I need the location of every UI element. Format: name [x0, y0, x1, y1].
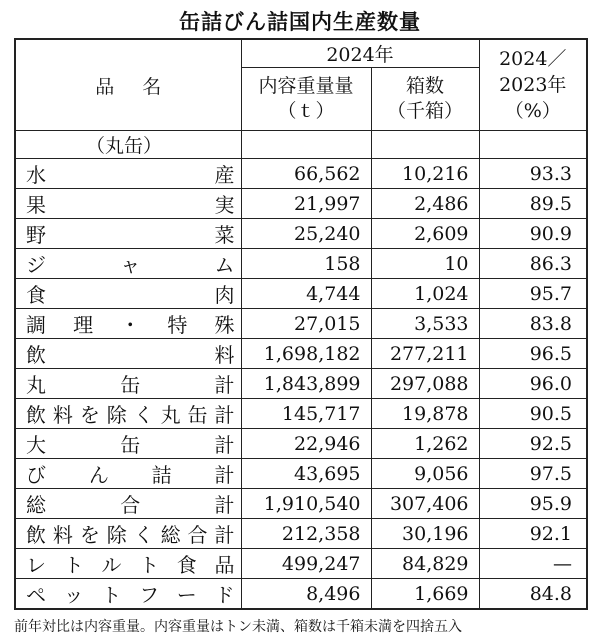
row-cases: 297,088	[371, 369, 479, 399]
table-row	[15, 579, 587, 610]
row-name: 果 実	[26, 193, 235, 217]
row-name: 飲 料 を 除 く 丸 缶 計	[26, 403, 235, 427]
row-name-cell	[15, 339, 241, 369]
row-name-cell	[15, 549, 241, 579]
header-cases	[371, 68, 479, 131]
row-name: 野 菜	[26, 223, 235, 247]
header-weight-label: 内容重量量	[258, 75, 354, 97]
row-name: 大 缶 計	[26, 433, 235, 457]
row-ratio: 89.5	[479, 189, 587, 219]
row-name-cell	[15, 279, 241, 309]
row-ratio: 97.5	[479, 459, 587, 489]
footnote: 前年対比は内容重量。内容重量はトン未満、箱数は千箱未満を四捨五入	[14, 619, 462, 635]
table-row	[15, 189, 587, 219]
row-ratio: 95.7	[479, 279, 587, 309]
row-ratio: 83.8	[479, 309, 587, 339]
row-name: ペ ッ ト フ ー ド	[26, 583, 235, 607]
table-row	[15, 519, 587, 549]
row-cases: 10	[371, 249, 479, 279]
table-row	[15, 429, 587, 459]
row-cases: 1,669	[371, 579, 479, 610]
table-row	[15, 219, 587, 249]
row-name: 食 肉	[26, 283, 235, 307]
row-name-cell	[15, 399, 241, 429]
row-name-cell	[15, 489, 241, 519]
row-ratio: 95.9	[479, 489, 587, 519]
row-cases: 19,878	[371, 399, 479, 429]
row-weight: 8,496	[241, 579, 371, 610]
row-ratio: 90.9	[479, 219, 587, 249]
row-cases: 277,211	[371, 339, 479, 369]
row-name: 調 理 ・ 特 殊	[26, 313, 235, 337]
row-name-cell	[15, 519, 241, 549]
header-cases-label: 箱数	[406, 75, 445, 97]
table-body	[15, 131, 587, 610]
row-weight: 212,358	[241, 519, 371, 549]
row-name-cell	[15, 249, 241, 279]
header-ratio-line2: 2023年	[499, 74, 567, 96]
production-table	[14, 38, 588, 610]
table-row	[15, 249, 587, 279]
table-row	[15, 279, 587, 309]
section-label: （丸缶）	[15, 131, 241, 159]
header-year: 2024年	[241, 39, 479, 68]
table-row	[15, 549, 587, 579]
header-ratio-line3: （%）	[504, 100, 561, 122]
row-weight: 4,744	[241, 279, 371, 309]
row-weight: 145,717	[241, 399, 371, 429]
row-name-cell	[15, 309, 241, 339]
section-row	[15, 131, 587, 159]
row-cases: 2,609	[371, 219, 479, 249]
row-weight: 25,240	[241, 219, 371, 249]
row-cases: 307,406	[371, 489, 479, 519]
row-name: ジ ャ ム	[26, 253, 235, 277]
table-row	[15, 489, 587, 519]
row-weight: 43,695	[241, 459, 371, 489]
header-cases-unit: （千箱）	[387, 100, 464, 122]
row-name-cell	[15, 579, 241, 610]
row-name-cell	[15, 219, 241, 249]
row-ratio: 92.1	[479, 519, 587, 549]
table-row	[15, 369, 587, 399]
row-weight: 66,562	[241, 159, 371, 189]
table-row	[15, 399, 587, 429]
row-weight: 1,698,182	[241, 339, 371, 369]
row-cases: 84,829	[371, 549, 479, 579]
row-ratio: 96.5	[479, 339, 587, 369]
row-weight: 1,910,540	[241, 489, 371, 519]
row-name: 飲 料	[26, 343, 235, 367]
row-name-cell	[15, 459, 241, 489]
row-name: び ん 詰 計	[26, 463, 235, 487]
row-cases: 1,024	[371, 279, 479, 309]
table-title: 缶詰びん詰国内生産数量	[179, 10, 421, 34]
header-item-name: 品名	[15, 39, 241, 131]
table-row	[15, 309, 587, 339]
row-name-cell	[15, 369, 241, 399]
row-ratio: 96.0	[479, 369, 587, 399]
row-name-cell	[15, 159, 241, 189]
row-name: 飲 料 を 除 く 総 合 計	[26, 523, 235, 547]
row-name-cell	[15, 189, 241, 219]
row-weight: 499,247	[241, 549, 371, 579]
row-ratio: 92.5	[479, 429, 587, 459]
row-weight: 27,015	[241, 309, 371, 339]
row-cases: 3,533	[371, 309, 479, 339]
row-name-cell	[15, 429, 241, 459]
row-weight: 158	[241, 249, 371, 279]
row-weight: 21,997	[241, 189, 371, 219]
row-ratio: 90.5	[479, 399, 587, 429]
header-ratio-line1: 2024／	[499, 48, 567, 70]
row-ratio: —	[479, 549, 587, 579]
row-ratio: 86.3	[479, 249, 587, 279]
row-cases: 30,196	[371, 519, 479, 549]
row-name: レ ト ル ト 食 品	[26, 553, 235, 577]
header-ratio	[479, 39, 587, 131]
row-cases: 2,486	[371, 189, 479, 219]
header-weight	[241, 68, 371, 131]
row-name: 水 産	[26, 163, 235, 187]
table-row	[15, 159, 587, 189]
row-cases: 10,216	[371, 159, 479, 189]
row-ratio: 93.3	[479, 159, 587, 189]
table-row	[15, 339, 587, 369]
row-name: 丸 缶 計	[26, 373, 235, 397]
row-ratio: 84.8	[479, 579, 587, 610]
row-name: 総 合 計	[26, 493, 235, 517]
row-weight: 22,946	[241, 429, 371, 459]
row-weight: 1,843,899	[241, 369, 371, 399]
row-cases: 1,262	[371, 429, 479, 459]
table-row	[15, 459, 587, 489]
header-weight-unit: （ｔ）	[277, 100, 335, 122]
row-cases: 9,056	[371, 459, 479, 489]
